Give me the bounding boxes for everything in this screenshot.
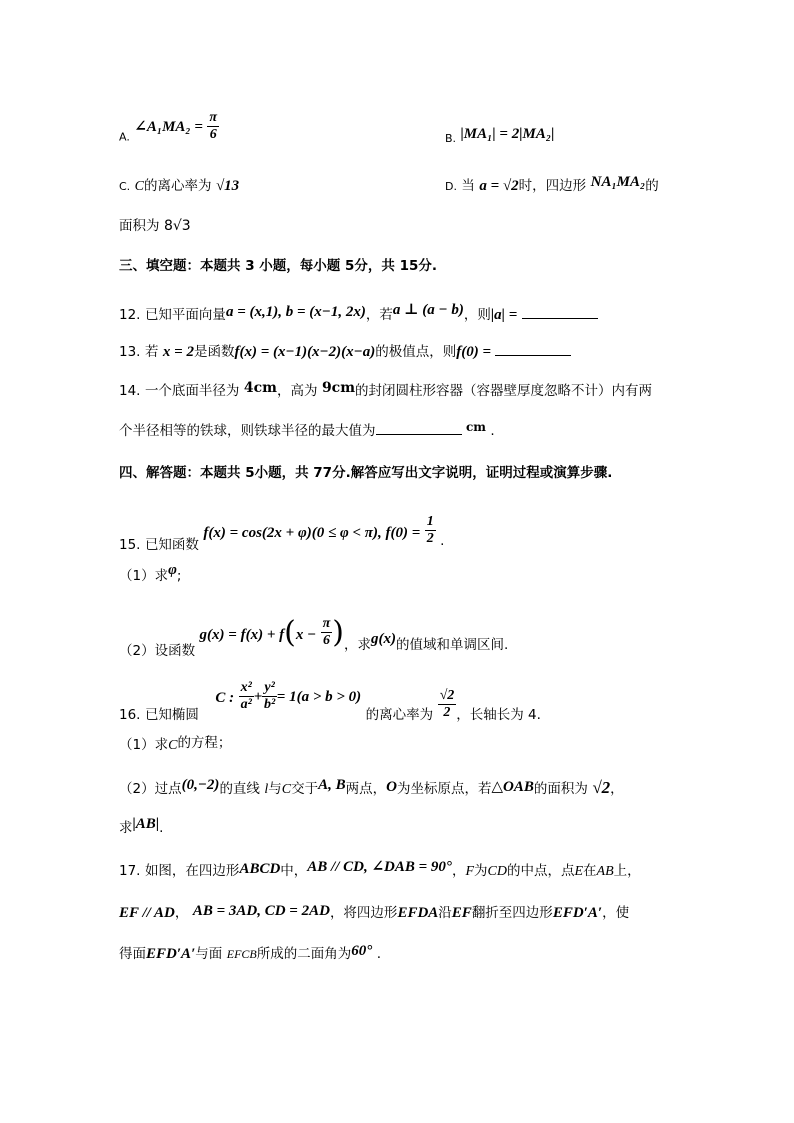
- question-16-part-1: （1）求C的方程；: [119, 735, 232, 753]
- option-a: [119, 110, 219, 153]
- q13-function: f(x) = (x−1)(x−2)(x−a): [234, 344, 376, 360]
- question-15: 15. 已知函数 f(x) = cos(2x + φ)(0 ≤ φ < π), f(0) = $\frac{1}{2}$ .: [119, 514, 445, 553]
- q15-fraction: $\frac{1}{2}$: [426, 514, 434, 546]
- question-14-line-2: 个半径相等的铁球，则铁球半径的最大值为 cm .: [119, 420, 495, 439]
- option-d: D. 当 a = √2时，四边形 NA₁MA₂的: [445, 174, 659, 194]
- q15-pi-fraction: $\frac{\pi}{6}$: [322, 616, 331, 648]
- q13-ask: f(0) =: [456, 344, 492, 360]
- q12-ask: |a| =: [490, 307, 518, 323]
- question-13: 13. 若 x = 2是函数f(x) = (x−1)(x−2)(x−a)的极值点，则f(0) =: [119, 341, 571, 362]
- q13-x: x = 2: [162, 344, 194, 360]
- section-3-title: 三、填空题：本题共 3 小题，每小题 5分，共 15分.: [119, 258, 438, 274]
- option-d-formula-b: NA₁MA₂: [590, 174, 646, 190]
- question-17: 17. 如图，在四边形ABCD中，AB // CD, ∠DAB = 90°，F为CD的中点，点E在AB上，: [119, 859, 641, 879]
- question-14: 14. 一个底面半径为 4cm，高为 9cm的封闭圆柱形容器（容器壁厚度忽略不计）内有两: [119, 380, 653, 399]
- question-17-line-3: 得面EFD′A′与面 EFCB所成的二面角为60° .: [119, 943, 381, 962]
- option-b: [445, 128, 554, 149]
- question-16: 16. 已知椭圆 C : $\frac{\text{x²}}{\text{a²}}$ + $\frac{\text{y²}}{\text{b²}}$ = 1(a > b > 0) 的离心率为 $\frac{√2}{2}$ ，长轴长为 4.: [119, 680, 541, 723]
- question-16-part-2-line-2: 求|AB|.: [119, 816, 164, 836]
- q16-eccentricity: $\frac{√2}{2}$: [439, 688, 455, 720]
- option-c-formula: √13: [215, 178, 240, 194]
- option-c: C. C的离心率为 √13: [119, 178, 240, 194]
- question-16-part-2: （2）过点(0,−2)的直线 l与C交于A, B两点，O为坐标原点，若△OAB的面积为 √2，: [119, 777, 624, 797]
- q15-function: f(x) = cos(2x + φ)(0 ≤ φ < π), f(0) =: [203, 524, 421, 541]
- q12-condition: a ⊥ (a − b): [392, 302, 464, 318]
- option-b-label: B.: [445, 132, 457, 145]
- option-a-label: A.: [119, 130, 130, 144]
- option-a-formula: ∠A₁MA₂ =: [134, 118, 203, 135]
- question-17-line-2: EF // AD， AB = 3AD, CD = 2AD，将四边形EFDA沿EF翻折至四边形EFD′A′，使: [119, 903, 630, 921]
- option-d-formula-a: a = √2: [479, 178, 519, 194]
- section-4-title: 四、解答题：本题共 5小题，共 77分.解答应写出文字说明，证明过程或演算步骤.: [119, 465, 613, 481]
- question-15-part-2: （2）设函数 g(x) = f(x) + f(x − $\frac{\pi}{6}$ )，求g(x)的值域和单调区间.: [119, 614, 509, 659]
- q14-answer-blank: [376, 420, 462, 435]
- q12-vectors: a = (x,1), b = (x−1, 2x): [225, 304, 366, 320]
- option-d-continued: 面积为 8√3: [119, 218, 191, 234]
- option-a-fraction: $\frac{\pi}{6}$: [209, 110, 218, 142]
- question-12: 12. 已知平面向量a = (x,1), b = (x−1, 2x)，若a ⊥ (a − b)，则|a| =: [119, 304, 598, 325]
- q12-answer-blank: [522, 304, 598, 319]
- question-15-part-1: （1）求φ;: [119, 562, 182, 584]
- q13-answer-blank: [495, 341, 571, 356]
- option-b-formula: |MA₁| = 2|MA₂|: [460, 126, 555, 142]
